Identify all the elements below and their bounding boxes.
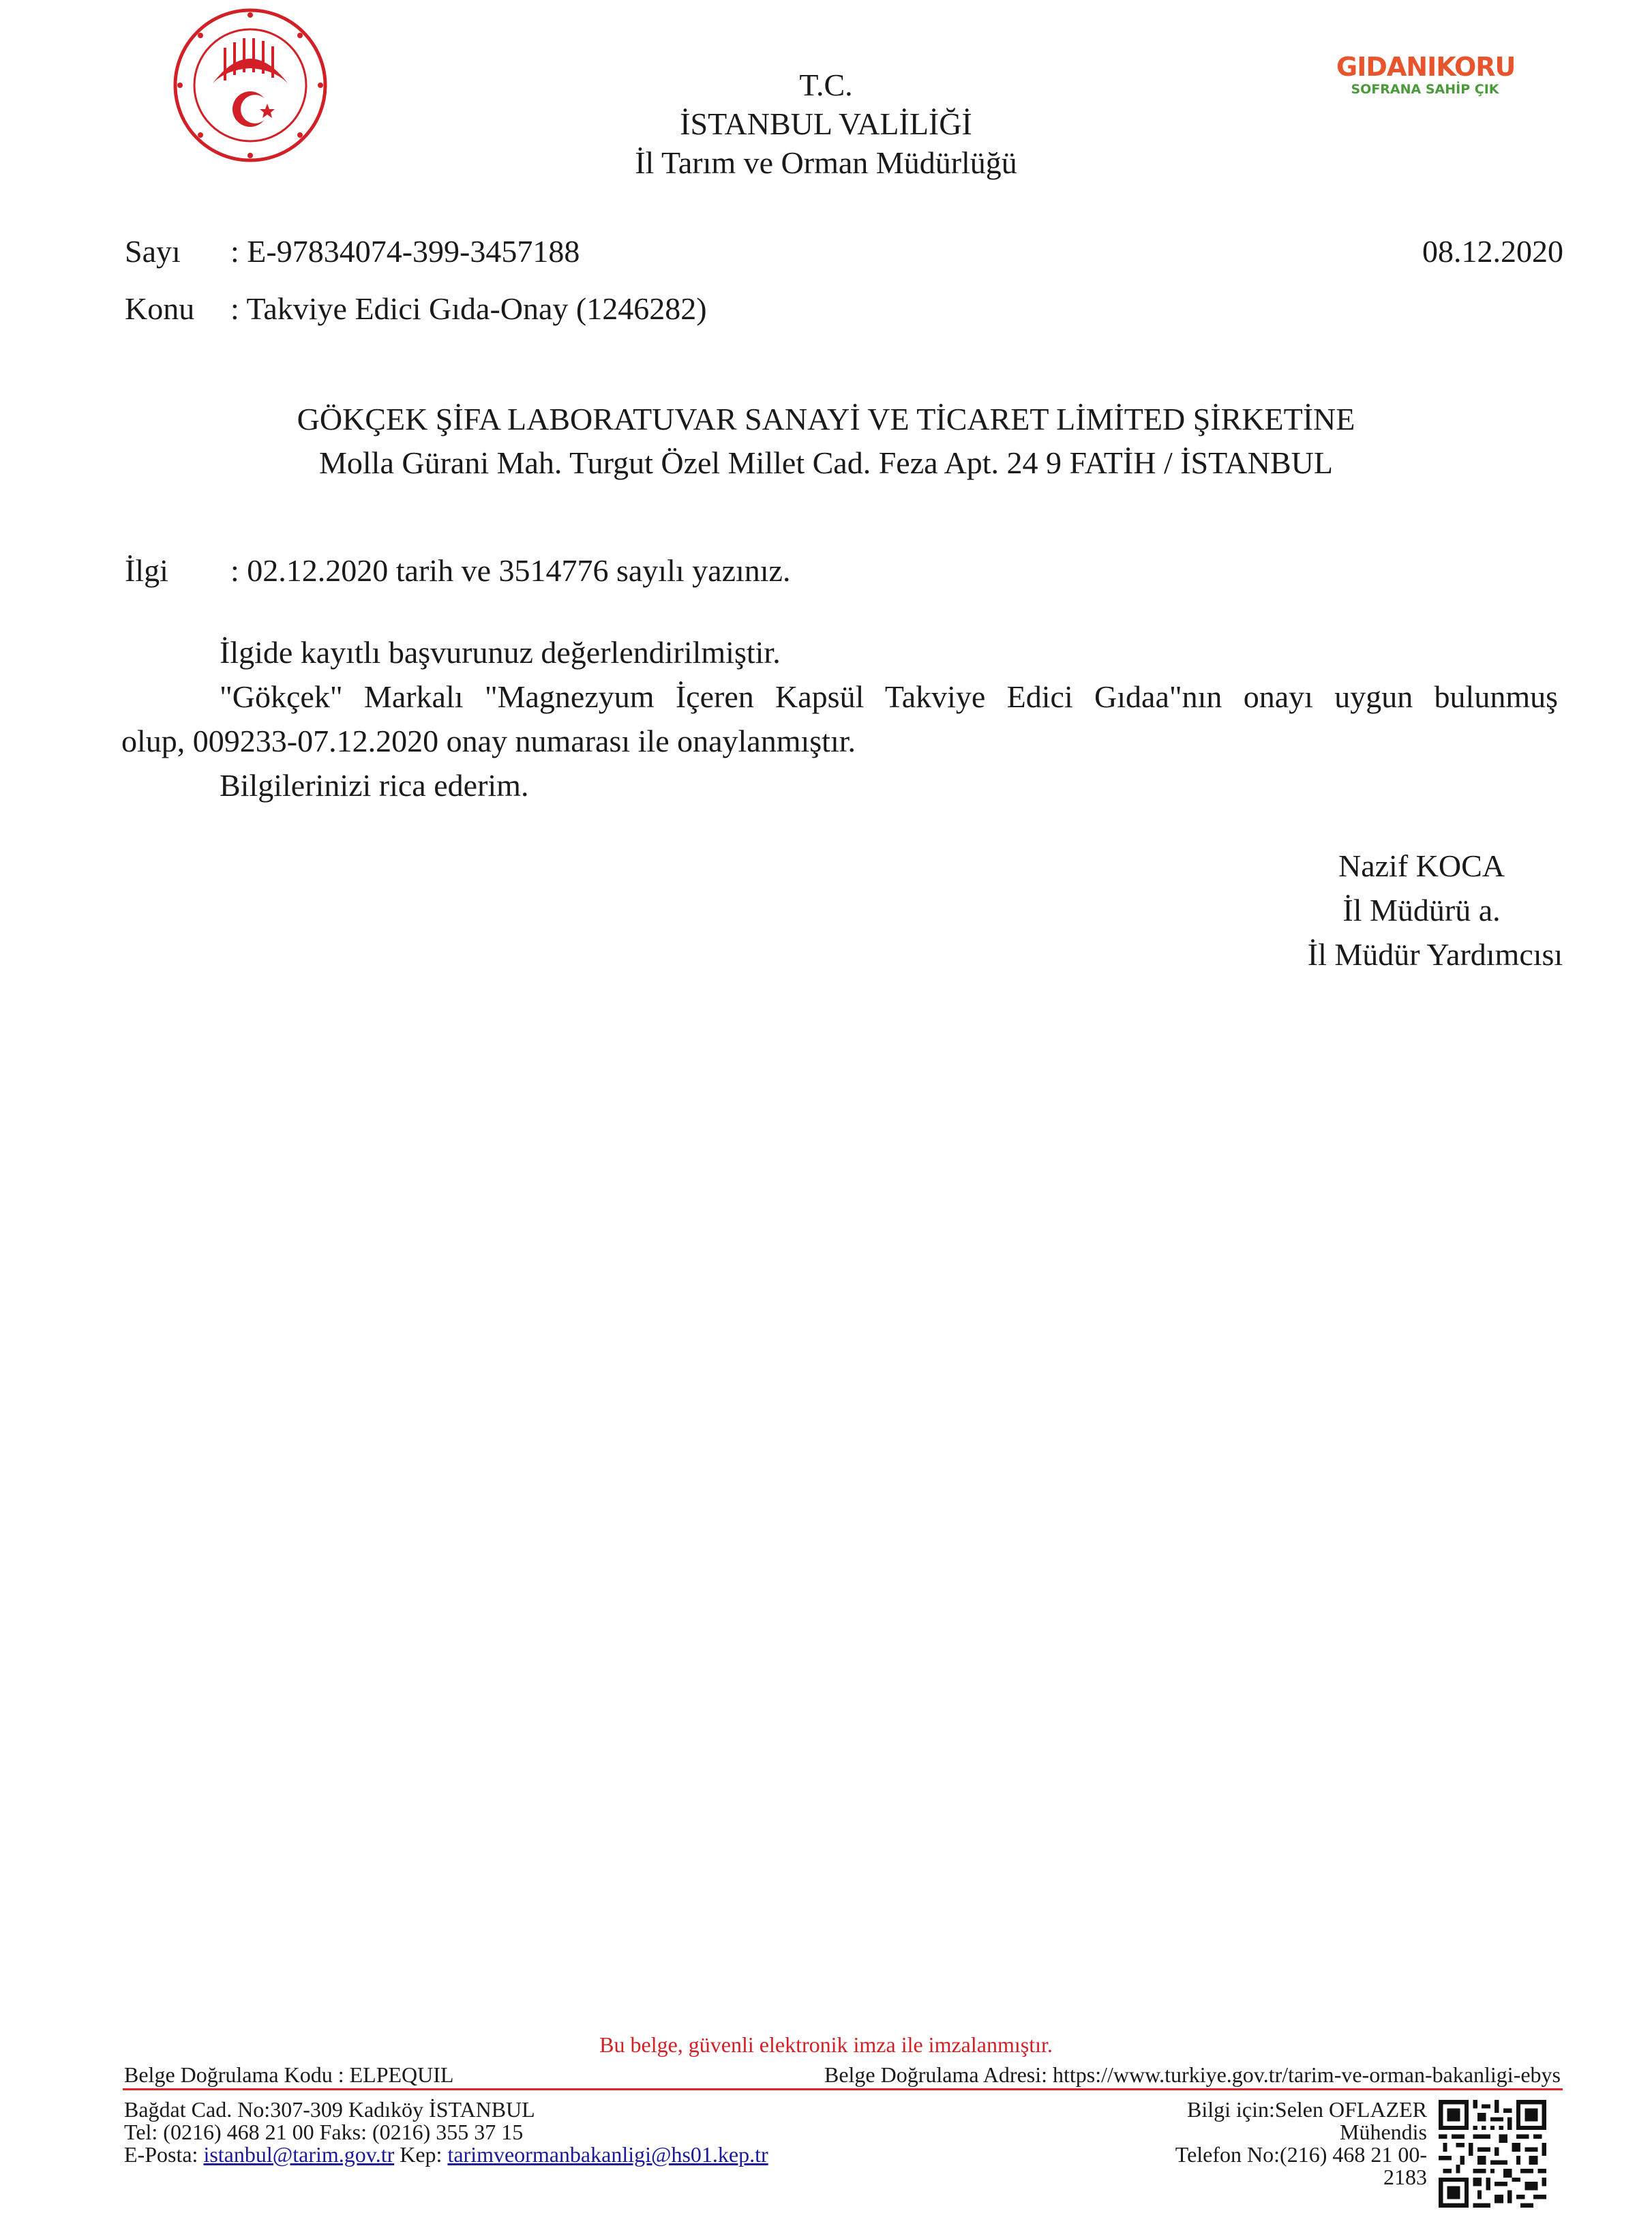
document-date: 08.12.2020 bbox=[1422, 234, 1563, 269]
footer-contact bbox=[124, 2142, 768, 2167]
header-tc: T.C. bbox=[799, 68, 853, 102]
email-label: E-Posta: bbox=[124, 2142, 204, 2167]
ilgi-value: : 02.12.2020 tarih ve 3514776 sayılı yazınız. bbox=[230, 553, 791, 588]
email-link[interactable]: istanbul@tarim.gov.tr bbox=[203, 2142, 395, 2167]
footer-tel: Tel: (0216) 468 21 00 Faks: (0216) 355 37 15 bbox=[124, 2120, 524, 2144]
brand-word-2: KORU bbox=[1436, 52, 1516, 82]
verify-address: Belge Doğrulama Adresi: https://www.turkiye.gov.tr/tarim-ve-orman-bakanligi-ebys bbox=[824, 2062, 1561, 2087]
footer-divider bbox=[123, 2088, 1563, 2090]
header-mudurluk: İl Tarım ve Orman Müdürlüğü bbox=[635, 145, 1017, 180]
header-valilik: İSTANBUL VALİLİĞİ bbox=[680, 106, 972, 141]
esign-note: Bu belge, güvenli elektronik imza ile imzalanmıştır. bbox=[599, 2032, 1053, 2057]
recipient-address: Molla Gürani Mah. Turgut Özel Millet Cad. Feza Apt. 24 9 FATİH / İSTANBUL bbox=[319, 445, 1333, 480]
ilgi-label: İlgi bbox=[125, 553, 168, 588]
brand-slogan: SOFRANA SAHİP ÇIK bbox=[1351, 82, 1499, 97]
signature-name: Nazif KOCA bbox=[1338, 848, 1505, 883]
signature-title-1: İl Müdürü a. bbox=[1342, 893, 1501, 928]
verify-code: Belge Doğrulama Kodu : ELPEQUIL bbox=[124, 2062, 454, 2087]
sayi-label: Sayı bbox=[125, 234, 181, 269]
konu-label: Konu bbox=[125, 291, 195, 326]
info-phone: Telefon No:(216) 468 21 00- bbox=[1175, 2142, 1427, 2167]
kep-link[interactable]: tarimveormanbakanligi@hs01.kep.tr bbox=[447, 2142, 768, 2167]
kep-label: Kep: bbox=[394, 2142, 448, 2167]
qr-code-icon bbox=[1439, 2099, 1546, 2208]
sayi-value: : E-97834074-399-3457188 bbox=[230, 234, 580, 269]
info-contact: Bilgi için:Selen OFLAZER bbox=[1187, 2097, 1427, 2122]
brand-word-1: GIDANI bbox=[1336, 52, 1437, 82]
footer-address: Bağdat Cad. No:307-309 Kadıköy İSTANBUL bbox=[124, 2097, 535, 2122]
body-paragraph-2-line-2: olup, 009233-07.12.2020 onay numarası ile onaylanmıştır. bbox=[121, 724, 856, 758]
body-paragraph-1: İlgide kayıtlı başvurunuz değerlendirilmiştir. bbox=[220, 635, 781, 670]
info-phone-ext: 2183 bbox=[1383, 2165, 1427, 2189]
konu-value: : Takviye Edici Gıda-Onay (1246282) bbox=[230, 291, 707, 326]
body-paragraph-2-line-1: "Gökçek" Markalı "Magnezyum İçeren Kapsül Takviye Edici Gıdaa"nın onayı uygun bulunmuş bbox=[220, 679, 1558, 714]
recipient-name: GÖKÇEK ŞİFA LABORATUVAR SANAYİ VE TİCARET LİMİTED ŞİRKETİNE bbox=[297, 402, 1355, 436]
body-paragraph-3: Bilgilerinizi rica ederim. bbox=[220, 768, 529, 803]
signature-title-2: İl Müdür Yardımcısı bbox=[1307, 937, 1563, 972]
info-role: Mühendis bbox=[1340, 2120, 1427, 2144]
